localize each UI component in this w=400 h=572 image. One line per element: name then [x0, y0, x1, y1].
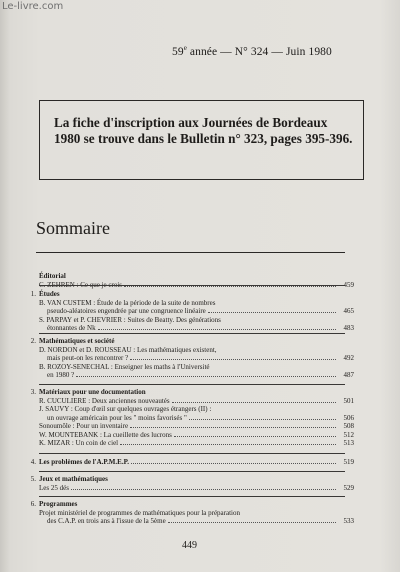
toc-entry: [39, 346, 354, 363]
entry-line: [39, 363, 354, 372]
entry-page: 501: [343, 396, 354, 405]
entry-page: 508: [343, 422, 354, 430]
dot-leader: [168, 522, 336, 523]
section-title: Jeux et mathématiques: [39, 475, 108, 483]
section-number: 6.: [30, 500, 36, 508]
entry-line: [39, 439, 354, 448]
toc-entry: [39, 316, 354, 333]
section-divider: [39, 453, 345, 454]
section-title: Éditorial: [39, 272, 66, 280]
section-title: Matériaux pour une documentation: [39, 388, 146, 396]
entry-line: [39, 517, 354, 526]
section-divider: [39, 384, 345, 385]
dot-leader: [98, 329, 336, 330]
entry-line: [39, 371, 354, 380]
entry-text: des C.A.P. en trois ans à l'issue de la 5ème: [47, 517, 166, 525]
entry-line: [39, 299, 354, 308]
toc-entry: [39, 397, 354, 406]
entry-text: K. MIZAR : Un coin de ciel: [39, 439, 119, 447]
entry-line: [39, 397, 354, 406]
section-title: Mathématiques et société: [39, 337, 115, 345]
entry-text: étonnantes de Nk: [47, 324, 96, 332]
entry-text: Projet ministériel de programmes de mathématiques pour la préparation: [39, 508, 240, 517]
section-title: Études: [39, 290, 60, 298]
entry-text: W. MOUNTEBANK : La cueillette des lucrons: [39, 430, 172, 439]
dot-leader: [208, 312, 336, 313]
entry-page: 483: [343, 324, 354, 332]
dot-leader: [174, 436, 336, 437]
toc-entry: [39, 484, 354, 493]
entry-page: 506: [343, 413, 354, 422]
entry-line: [39, 316, 354, 325]
entry-text: D. NORDON et D. ROUSSEAU : Les mathématiques existent,: [39, 345, 217, 354]
dot-leader: [120, 444, 336, 445]
section-divider: [39, 471, 345, 472]
toc-entry: [39, 431, 354, 440]
entry-text: Les 25 dés: [39, 483, 69, 492]
entry-page: 513: [343, 439, 354, 447]
entry-line: [39, 431, 354, 440]
toc-entry: [39, 405, 354, 422]
entry-text: un ouvrage américain pour les " moins favorisés ": [47, 413, 187, 422]
entry-page: 492: [343, 354, 354, 362]
entry-line: [39, 509, 354, 518]
entry-text: Sonoumôle : Pour un inventaire: [39, 422, 129, 430]
watermark: Le-livre.com: [2, 1, 64, 12]
toc-entry: [39, 422, 354, 431]
toc-entry: [39, 299, 354, 316]
heading-rule: [36, 252, 345, 253]
dot-leader: [172, 402, 336, 403]
entry-text: pseudo-aléatoires engendrée par une congruence linéaire: [47, 307, 206, 315]
entry-page: 459: [343, 280, 354, 289]
entry-text: en 1980 ?: [47, 371, 75, 379]
section-title: Les problèmes de l'A.P.M.E.P.: [39, 458, 129, 466]
entry-page: 529: [343, 483, 354, 492]
registration-notice-box: [39, 100, 364, 180]
entry-page: 512: [343, 430, 354, 439]
section-number: 3.: [30, 388, 36, 396]
section-divider: [39, 496, 345, 497]
entry-line: [39, 307, 354, 316]
dot-leader: [76, 376, 336, 377]
entry-line: [39, 422, 354, 431]
entry-line: [39, 346, 354, 355]
entry-page: 533: [343, 517, 354, 525]
entry-line: [39, 324, 354, 333]
dot-leader: [189, 419, 336, 420]
section-divider: [39, 333, 345, 334]
dot-leader: [130, 427, 336, 428]
section-number: 2.: [30, 337, 36, 345]
section-title: Programmes: [39, 500, 78, 508]
entry-page: 487: [343, 371, 354, 379]
section-number: 5.: [30, 475, 36, 483]
section-number: 4.: [30, 458, 36, 466]
dot-leader: [130, 359, 336, 360]
entry-line: [39, 354, 354, 363]
page-number: 449: [182, 540, 197, 551]
entry-page: 519: [343, 458, 354, 466]
toc-entry: [39, 439, 354, 448]
entry-text: mais peut-on les rencontrer ?: [47, 354, 129, 362]
section-divider: [39, 285, 345, 286]
registration-notice-text: La fiche d'inscription aux Journées de Bordeaux 1980 se trouve dans le Bulletin n° 323, pages 395-396.: [54, 115, 353, 146]
entry-page: 465: [343, 307, 354, 315]
issue-header: 59e année — N° 324 — Juin 1980: [172, 44, 332, 58]
section-number: 1.: [30, 290, 36, 298]
entry-text: J. SAUVY : Coup d'œil sur quelques ouvrages étrangers (II) :: [39, 405, 212, 413]
dot-leader: [71, 489, 336, 490]
entry-line: [39, 405, 354, 414]
entry-text: B. VAN CUSTEM : Étude de la période de la suite de nombres: [39, 298, 216, 307]
dot-leader: [131, 463, 336, 464]
entry-line: [39, 414, 354, 423]
toc-entry: [39, 363, 354, 380]
toc-entry: [39, 509, 354, 526]
entry-text: R. CUCULIERE : Deux anciennes nouveautés: [39, 396, 170, 405]
entry-text: C. ZEHREN : Ce que je crois: [39, 280, 123, 289]
entry-text: B. ROZOY-SENECHAL : Enseigner les maths à l'Université: [39, 362, 210, 371]
sommaire-heading: Sommaire: [36, 218, 110, 238]
entry-text: S. PARPAY et P. CHEVRIER : Suites de Beatty. Des générations: [39, 315, 221, 324]
entry-line: [39, 484, 354, 493]
